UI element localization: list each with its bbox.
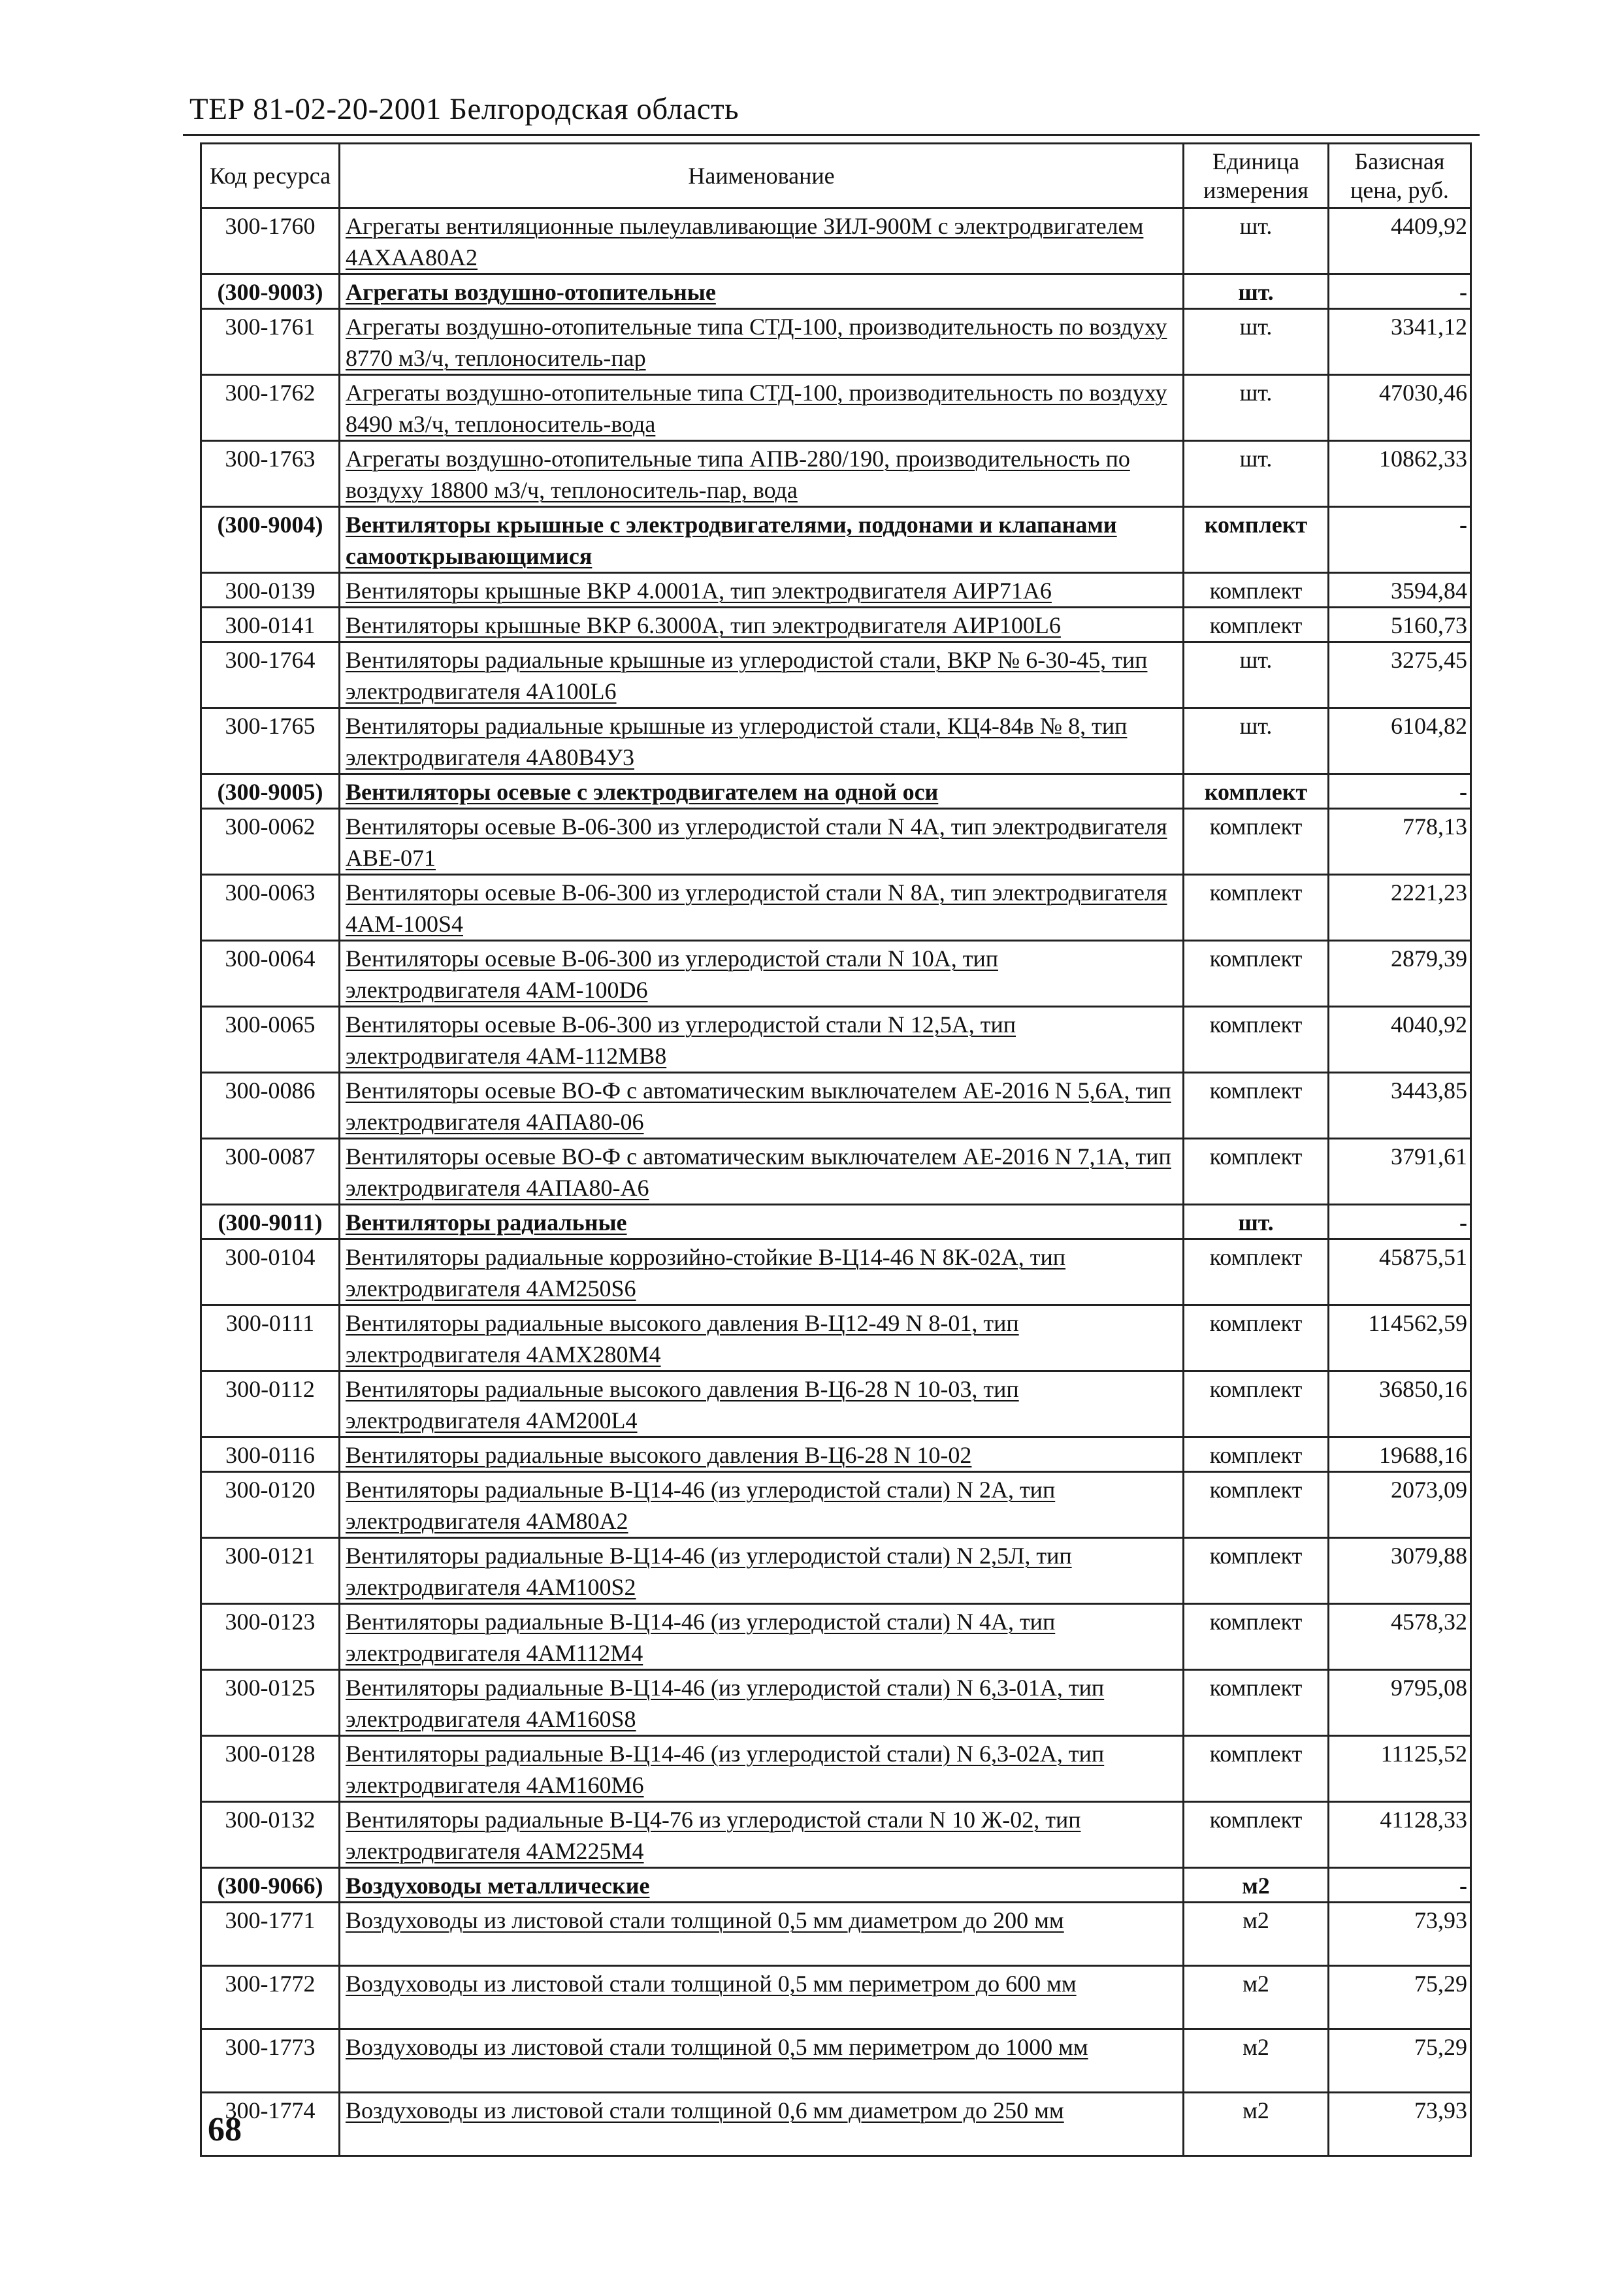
cell-name: Вентиляторы радиальные В-Ц14-46 (из углеродистой стали) N 4А, тип электродвигателя 4АМ112М4	[340, 1604, 1184, 1670]
table-body	[201, 208, 1471, 2156]
cell-price: 19688,16	[1329, 1437, 1471, 1472]
cell-code: (300-9011)	[201, 1205, 340, 1239]
cell-code: 300-1763	[201, 441, 340, 507]
cell-price: 6104,82	[1329, 708, 1471, 774]
table-row	[201, 1802, 1471, 1868]
cell-code: 300-1772	[201, 1966, 340, 2029]
cell-unit: м2	[1184, 2029, 1329, 2093]
cell-name: Воздуховоды из листовой стали толщиной 0,5 мм диаметром до 200 мм	[340, 1903, 1184, 1966]
cell-unit: м2	[1184, 1966, 1329, 2029]
cell-unit: шт.	[1184, 375, 1329, 441]
cell-unit: комплект	[1184, 1437, 1329, 1472]
cell-unit: шт.	[1184, 274, 1329, 309]
table-row	[201, 1903, 1471, 1966]
cell-price: 2879,39	[1329, 941, 1471, 1007]
cell-code: 300-0125	[201, 1670, 340, 1736]
cell-price: 4040,92	[1329, 1007, 1471, 1073]
cell-code: 300-0123	[201, 1604, 340, 1670]
cell-code: 300-1764	[201, 642, 340, 708]
table-row	[201, 875, 1471, 941]
cell-price: 778,13	[1329, 809, 1471, 875]
cell-code: 300-1760	[201, 208, 340, 274]
cell-code: (300-9005)	[201, 774, 340, 809]
cell-name: Вентиляторы осевые с электродвигателем на одной оси	[340, 774, 1184, 809]
cell-unit: комплект	[1184, 774, 1329, 809]
table-row	[201, 941, 1471, 1007]
cell-unit: комплект	[1184, 1604, 1329, 1670]
cell-name: Вентиляторы радиальные В-Ц14-46 (из углеродистой стали) N 6,3-01А, тип электродвигателя 4АМ160S8	[340, 1670, 1184, 1736]
cell-code: 300-0087	[201, 1139, 340, 1205]
cell-name: Вентиляторы радиальные В-Ц14-46 (из углеродистой стали) N 2,5Л, тип электродвигателя 4АМ100S2	[340, 1538, 1184, 1604]
cell-unit: комплект	[1184, 875, 1329, 941]
page-number: 68	[208, 2111, 242, 2148]
cell-price: 45875,51	[1329, 1239, 1471, 1305]
cell-unit: шт.	[1184, 1205, 1329, 1239]
cell-name: Воздуховоды из листовой стали толщиной 0,5 мм периметром до 1000 мм	[340, 2029, 1184, 2093]
cell-unit: комплект	[1184, 1472, 1329, 1538]
table-row	[201, 573, 1471, 608]
table-row	[201, 642, 1471, 708]
cell-code: 300-0116	[201, 1437, 340, 1472]
cell-name: Агрегаты воздушно-отопительные типа СТД-100, производительность по воздуху 8770 м3/ч, теплоноситель-пар	[340, 309, 1184, 375]
table-row	[201, 1073, 1471, 1139]
group-row	[201, 274, 1471, 309]
cell-price: -	[1329, 1205, 1471, 1239]
cell-price: 3594,84	[1329, 573, 1471, 608]
cell-unit: комплект	[1184, 1670, 1329, 1736]
cell-unit: комплект	[1184, 1538, 1329, 1604]
cell-price: 3341,12	[1329, 309, 1471, 375]
cell-code: (300-9003)	[201, 274, 340, 309]
cell-name: Агрегаты воздушно-отопительные типа АПВ-280/190, производительность по воздуху 18800 м3/ч, теплоноситель-пар, вода	[340, 441, 1184, 507]
cell-code: 300-1762	[201, 375, 340, 441]
cell-unit: шт.	[1184, 708, 1329, 774]
table-row	[201, 375, 1471, 441]
cell-unit: м2	[1184, 1903, 1329, 1966]
cell-name: Агрегаты вентиляционные пылеулавливающие ЗИЛ-900М с электродвигателем 4АХАА80А2	[340, 208, 1184, 274]
cell-code: 300-0112	[201, 1371, 340, 1437]
cell-name: Воздуховоды из листовой стали толщиной 0,6 мм диаметром до 250 мм	[340, 2093, 1184, 2156]
cell-price: 75,29	[1329, 2029, 1471, 2093]
cell-name: Вентиляторы осевые В-06-300 из углеродистой стали N 12,5А, тип электродвигателя 4АМ-112МВ8	[340, 1007, 1184, 1073]
cell-price: -	[1329, 774, 1471, 809]
cell-code: 300-0111	[201, 1305, 340, 1371]
cell-price: 10862,33	[1329, 441, 1471, 507]
table-row	[201, 1239, 1471, 1305]
cell-unit: шт.	[1184, 309, 1329, 375]
table-row	[201, 1670, 1471, 1736]
cell-code: 300-1765	[201, 708, 340, 774]
cell-unit: комплект	[1184, 608, 1329, 642]
cell-price: 9795,08	[1329, 1670, 1471, 1736]
table-row	[201, 809, 1471, 875]
cell-price: 41128,33	[1329, 1802, 1471, 1868]
cell-name: Вентиляторы осевые ВО-Ф с автоматическим выключателем АЕ-2016 N 7,1А, тип электродвигателя 4АПА80-А6	[340, 1139, 1184, 1205]
cell-name: Воздуховоды металлические	[340, 1868, 1184, 1903]
cell-code: 300-0120	[201, 1472, 340, 1538]
cell-unit: шт.	[1184, 642, 1329, 708]
cell-code: 300-0063	[201, 875, 340, 941]
cell-name: Вентиляторы радиальные высокого давления В-Ц6-28 N 10-03, тип электродвигателя 4АМ200L4	[340, 1371, 1184, 1437]
cell-price: 5160,73	[1329, 608, 1471, 642]
cell-name: Вентиляторы крышные ВКР 6.3000А, тип электродвигателя АИР100L6	[340, 608, 1184, 642]
cell-name: Вентиляторы радиальные коррозийно-стойкие В-Ц14-46 N 8К-02А, тип электродвигателя 4АМ250S6	[340, 1239, 1184, 1305]
cell-unit: комплект	[1184, 1736, 1329, 1802]
cell-unit: шт.	[1184, 208, 1329, 274]
table-row	[201, 2093, 1471, 2156]
cell-unit: комплект	[1184, 1802, 1329, 1868]
cell-price: -	[1329, 274, 1471, 309]
cell-code: 300-1773	[201, 2029, 340, 2093]
cell-name: Воздуховоды из листовой стали толщиной 0,5 мм периметром до 600 мм	[340, 1966, 1184, 2029]
cell-code: 300-0065	[201, 1007, 340, 1073]
cell-unit: комплект	[1184, 1073, 1329, 1139]
cell-code: 300-0121	[201, 1538, 340, 1604]
group-row	[201, 507, 1471, 573]
cell-price: 11125,52	[1329, 1736, 1471, 1802]
cell-name: Вентиляторы осевые ВО-Ф с автоматическим выключателем АЕ-2016 N 5,6А, тип электродвигателя 4АПА80-06	[340, 1073, 1184, 1139]
cell-code: 300-0132	[201, 1802, 340, 1868]
cell-name: Вентиляторы крышные ВКР 4.0001А, тип электродвигателя АИР71А6	[340, 573, 1184, 608]
cell-name: Вентиляторы радиальные	[340, 1205, 1184, 1239]
cell-unit: м2	[1184, 2093, 1329, 2156]
resource-price-table	[200, 142, 1472, 2157]
cell-name: Вентиляторы радиальные высокого давления В-Ц6-28 N 10-02	[340, 1437, 1184, 1472]
group-row	[201, 774, 1471, 809]
cell-price: 3791,61	[1329, 1139, 1471, 1205]
cell-code: 300-0062	[201, 809, 340, 875]
cell-unit: комплект	[1184, 1139, 1329, 1205]
table-row	[201, 1966, 1471, 2029]
cell-name: Вентиляторы радиальные крышные из углеродистой стали, ВКР № 6-30-45, тип электродвигателя 4А100L6	[340, 642, 1184, 708]
column-header-name: Наименование	[340, 144, 1184, 208]
cell-price: 2221,23	[1329, 875, 1471, 941]
table-row	[201, 608, 1471, 642]
cell-name: Вентиляторы осевые В-06-300 из углеродистой стали N 8А, тип электродвигателя 4АМ-100S4	[340, 875, 1184, 941]
table-row	[201, 1472, 1471, 1538]
cell-name: Вентиляторы радиальные В-Ц14-46 (из углеродистой стали) N 6,3-02А, тип электродвигателя 4АМ160М6	[340, 1736, 1184, 1802]
cell-unit: комплект	[1184, 1007, 1329, 1073]
document-title: ТЕР 81-02-20-2001 Белгородская область	[189, 92, 739, 126]
cell-name: Вентиляторы радиальные крышные из углеродистой стали, КЦ4-84в № 8, тип электродвигателя 4А80В4У3	[340, 708, 1184, 774]
cell-name: Вентиляторы радиальные В-Ц4-76 из углеродистой стали N 10 Ж-02, тип электродвигателя 4АМ225М4	[340, 1802, 1184, 1868]
table-row	[201, 2029, 1471, 2093]
cell-price: 4578,32	[1329, 1604, 1471, 1670]
cell-unit: комплект	[1184, 1239, 1329, 1305]
cell-name: Вентиляторы осевые В-06-300 из углеродистой стали N 10А, тип электродвигателя 4АМ-100D6	[340, 941, 1184, 1007]
cell-price: 73,93	[1329, 1903, 1471, 1966]
cell-price: 36850,16	[1329, 1371, 1471, 1437]
cell-name: Агрегаты воздушно-отопительные типа СТД-100, производительность по воздуху 8490 м3/ч, теплоноситель-вода	[340, 375, 1184, 441]
cell-price: 75,29	[1329, 1966, 1471, 2029]
cell-price: 47030,46	[1329, 375, 1471, 441]
table-row	[201, 1139, 1471, 1205]
cell-unit: шт.	[1184, 441, 1329, 507]
column-header-unit: Единица измерения	[1184, 144, 1329, 208]
table-row	[201, 708, 1471, 774]
cell-code: 300-0128	[201, 1736, 340, 1802]
cell-name: Вентиляторы радиальные высокого давления В-Ц12-49 N 8-01, тип электродвигателя 4АМХ280М4	[340, 1305, 1184, 1371]
cell-code: 300-1774	[201, 2093, 340, 2156]
table-row	[201, 1736, 1471, 1802]
table-row	[201, 1007, 1471, 1073]
cell-unit: комплект	[1184, 941, 1329, 1007]
table-row	[201, 1604, 1471, 1670]
cell-code: 300-0086	[201, 1073, 340, 1139]
table-row	[201, 1538, 1471, 1604]
cell-price: -	[1329, 507, 1471, 573]
group-row	[201, 1205, 1471, 1239]
cell-code: 300-0104	[201, 1239, 340, 1305]
column-header-code: Код ресурса	[201, 144, 340, 208]
table-row	[201, 441, 1471, 507]
cell-unit: комплект	[1184, 809, 1329, 875]
cell-price: 73,93	[1329, 2093, 1471, 2156]
header-divider	[183, 134, 1480, 136]
table-row	[201, 1437, 1471, 1472]
cell-price: -	[1329, 1868, 1471, 1903]
cell-code: 300-1771	[201, 1903, 340, 1966]
cell-code: 300-0139	[201, 573, 340, 608]
cell-code: (300-9066)	[201, 1868, 340, 1903]
cell-name: Вентиляторы осевые В-06-300 из углеродистой стали N 4А, тип электродвигателя АВЕ-071	[340, 809, 1184, 875]
cell-unit: комплект	[1184, 507, 1329, 573]
table-row	[201, 1371, 1471, 1437]
cell-name: Вентиляторы крышные с электродвигателями, поддонами и клапанами самооткрывающимися	[340, 507, 1184, 573]
cell-price: 3275,45	[1329, 642, 1471, 708]
table-row	[201, 1305, 1471, 1371]
cell-price: 4409,92	[1329, 208, 1471, 274]
cell-code: 300-0064	[201, 941, 340, 1007]
table-row	[201, 309, 1471, 375]
column-header-price: Базисная цена, руб.	[1329, 144, 1471, 208]
cell-price: 2073,09	[1329, 1472, 1471, 1538]
cell-unit: комплект	[1184, 1371, 1329, 1437]
cell-unit: комплект	[1184, 573, 1329, 608]
cell-code: 300-1761	[201, 309, 340, 375]
cell-code: (300-9004)	[201, 507, 340, 573]
table-header-row	[201, 144, 1471, 208]
cell-code: 300-0141	[201, 608, 340, 642]
cell-name: Вентиляторы радиальные В-Ц14-46 (из углеродистой стали) N 2А, тип электродвигателя 4АМ80А2	[340, 1472, 1184, 1538]
cell-price: 114562,59	[1329, 1305, 1471, 1371]
cell-price: 3079,88	[1329, 1538, 1471, 1604]
group-row	[201, 1868, 1471, 1903]
cell-price: 3443,85	[1329, 1073, 1471, 1139]
cell-unit: м2	[1184, 1868, 1329, 1903]
table-row	[201, 208, 1471, 274]
cell-unit: комплект	[1184, 1305, 1329, 1371]
cell-name: Агрегаты воздушно-отопительные	[340, 274, 1184, 309]
